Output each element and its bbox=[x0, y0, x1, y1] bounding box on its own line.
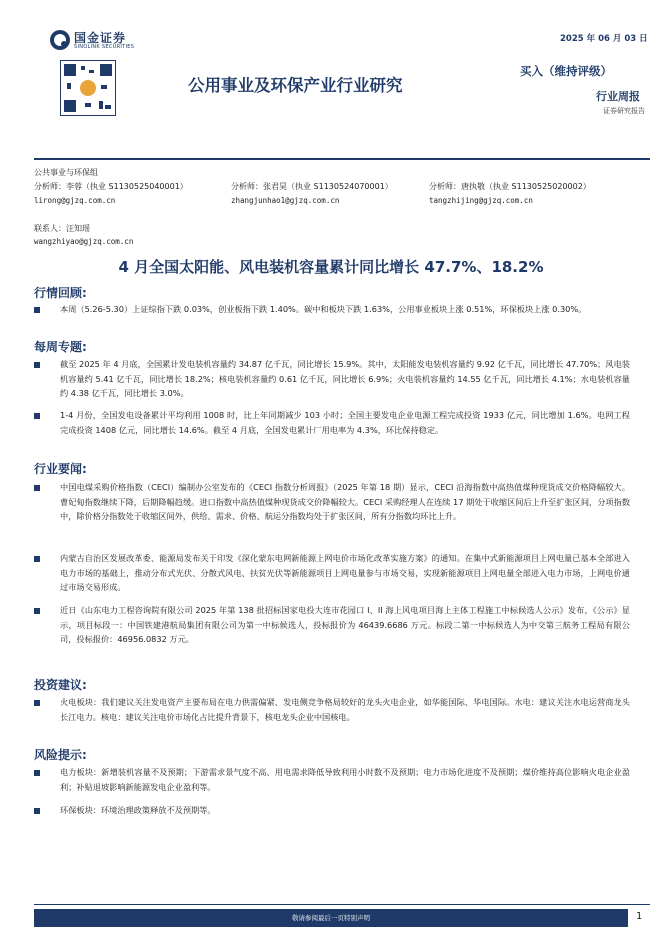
analyst-3-email[interactable]: tangzhijing@gjzq.com.cn bbox=[429, 196, 533, 205]
footer-divider bbox=[34, 904, 650, 905]
analyst-1: 分析师：李蓉（执业 S1130525040001） bbox=[34, 182, 188, 191]
weekly-item-1: 截至 2025 年 4 月底，全国累计发电装机容量约 34.87 亿千瓦，同比增长 15.9%。其中，太阳能发电装机容量约 9.92 亿千瓦，同比增长 47.70%；风电装机容量约 5.41 亿千瓦，同比增长 18.2%；核电装机容量约 0.61 亿千瓦，同比增长 6.9%；火电装机容量约 14.55 亿千瓦，同比增长 4.1%；水电装机容量约 4.38 亿千瓦，同比增长 3.0%。 bbox=[60, 359, 630, 399]
review-item-1: 本周（5.26-5.30）上证综指下跌 0.03%，创业板指下跌 1.40%。碳中和板块下跌 1.63%，公用事业板块上涨 0.51%，环保板块上涨 0.30%。 bbox=[60, 304, 587, 314]
footer-disclaimer[interactable]: 敬请参阅最后一页特别声明 bbox=[292, 914, 370, 922]
report-date: 2025 年 06 月 03 日 bbox=[560, 34, 648, 44]
bullet-icon bbox=[34, 307, 40, 313]
bullet-icon bbox=[34, 700, 40, 706]
bullet-icon bbox=[34, 362, 40, 368]
news-item-2: 内蒙古自治区发展改革委、能源局发布关于印发《深化蒙东电网新能源上网电价市场化改革实施方案》的通知。在集中式新能源项目上网电量已基本全部进入电力市场的基础上，推动分布式光伏、分散式风电、扶贫光伏等新能源项目上网电量参与市场交易，实现新能源项目上网电量全部进入电力市场，上网电价通过市场交易形成。 bbox=[60, 553, 630, 593]
bullet-icon bbox=[34, 808, 40, 814]
analyst-2: 分析师：张君昊（执业 S1130524070001） bbox=[231, 182, 393, 191]
bullet-icon bbox=[34, 608, 40, 614]
bullet-icon bbox=[34, 485, 40, 491]
analyst-3: 分析师：唐执敬（执业 S1130525020002） bbox=[429, 182, 591, 191]
weekly-item-2: 1-4 月份，全国发电设备累计平均利用 1008 时，比上年同期减少 103 小时；全国主要发电企业电源工程完成投资 1933 亿元，同比增加 1.6%。电网工程完成投资 1408 亿元，同比增长 14.6%。截至 4 月底，全国发电累计厂用电率为 4.3%，环比保持稳定。 bbox=[60, 410, 630, 435]
qr-code-icon bbox=[60, 60, 116, 116]
section-market-review: 行情回顾: bbox=[34, 286, 87, 300]
section-risk-warning: 风险提示: bbox=[34, 748, 87, 762]
section-investment-advice: 投资建议: bbox=[34, 678, 87, 692]
section-weekly-topic: 每周专题: bbox=[34, 340, 87, 354]
logo-text-en: SINOLINK SECURITIES bbox=[74, 44, 135, 50]
contact-email[interactable]: wangzhiyao@gjzq.com.cn bbox=[34, 237, 134, 246]
header-divider bbox=[34, 158, 650, 160]
rating-label: 买入（维持评级） bbox=[520, 64, 612, 78]
section-industry-news: 行业要闻: bbox=[34, 462, 87, 476]
contact-person: 联系人：汪知瑶 bbox=[34, 224, 90, 233]
report-subtype: 证券研究报告 bbox=[603, 107, 645, 115]
news-item-3: 近日《山东电力工程咨询院有限公司 2025 年第 138 批招标国家电投大连市花园口 I、II 海上风电项目海上主体工程施工中标候选人公示》发布，《公示》显示，项目标段一：中国铁建港航局集团有限公司为第一中标候选人，投标报价为 46439.6686 万元。标段二第一中标候选人为中交第三航务工程局有限公司，投标报价：46956.0832 万元。 bbox=[60, 605, 630, 645]
report-type: 行业周报 bbox=[596, 90, 640, 103]
advice-item-1: 火电板块：我们建议关注发电资产主要布局在电力供需偏紧、发电侧竞争格局较好的龙头火电企业，如华能国际、华电国际。水电：建议关注水电运营商龙头长江电力。核电：建议关注电价市场化占比提升背景下，核电龙头企业中国核电。 bbox=[60, 697, 630, 722]
page-number: 1 bbox=[636, 911, 643, 922]
bullet-icon bbox=[34, 413, 40, 419]
bullet-icon bbox=[34, 770, 40, 776]
sector-label: 公共事业与环保组 bbox=[34, 168, 98, 177]
news-item-1: 中国电煤采购价格指数（CECI）编制办公室发布的《CECI 指数分析周报》（2025 年第 18 期）显示，CECI 沿海指数中高热值煤种现货成交价格降幅较大。曹妃甸指数继续下降，后期降幅趋缓。进口指数中高热值煤种现货成交价降幅较大。CECI 采购经理人在连续 17 期处于收缩区间后上升至扩张区间，分项指数中，除价格分指数处于收缩区间外，供给、需求、价格、航运分指数均处于扩张区间，所有分指数均环比上升。 bbox=[60, 482, 630, 522]
page-title: 公用事业及环保产业行业研究 bbox=[188, 76, 403, 95]
company-logo-icon bbox=[50, 30, 70, 50]
analyst-2-email[interactable]: zhangjunhao1@gjzq.com.cn bbox=[231, 196, 340, 205]
analyst-1-email[interactable]: lirong@gjzq.com.cn bbox=[34, 196, 116, 205]
bullet-icon bbox=[34, 556, 40, 562]
logo-text-cn: 国金证券 bbox=[74, 31, 127, 45]
risk-item-1: 电力板块：新增装机容量不及预期；下游需求景气度不高、用电需求降低导致利用小时数不及预期；电力市场化进度不及预期；煤价维持高位影响火电企业盈利；补贴退坡影响新能源发电企业盈利等。 bbox=[60, 767, 630, 792]
risk-item-2: 环保板块：环境治理政策释放不及预期等。 bbox=[60, 805, 216, 815]
report-headline: 4 月全国太阳能、风电装机容量累计同比增长 47.7%、18.2% bbox=[118, 258, 544, 276]
